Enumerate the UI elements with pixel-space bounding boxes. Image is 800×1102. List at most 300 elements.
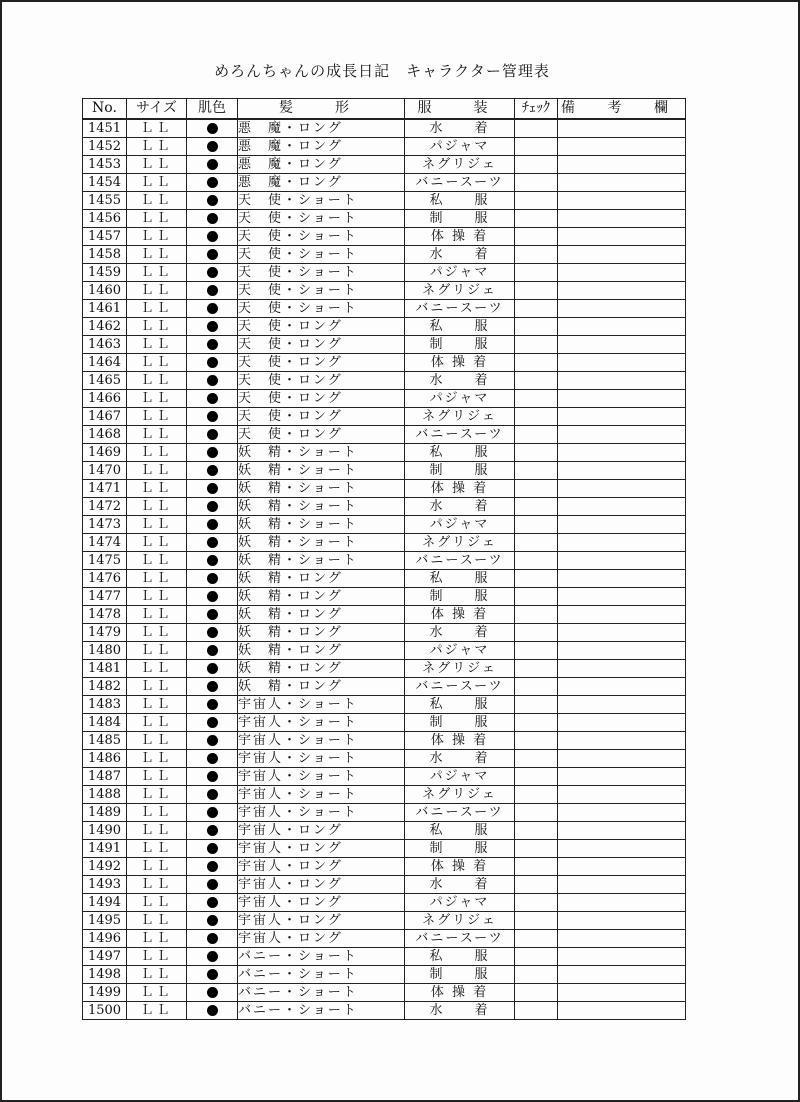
- header-skin: 肌色: [187, 99, 238, 120]
- skin-dot-icon: [207, 915, 218, 926]
- skin-dot-icon: [207, 879, 218, 890]
- size-cell: ＬＬ: [127, 678, 187, 696]
- skin-dot-icon: [207, 609, 218, 620]
- skin-dot-icon: [207, 573, 218, 584]
- no-cell: 1457: [83, 228, 127, 246]
- costume-cell: 私 服: [405, 570, 515, 588]
- check-cell: [515, 408, 558, 426]
- size-cell: ＬＬ: [127, 516, 187, 534]
- hair-cell: 妖 精・ロング: [238, 624, 405, 642]
- costume-cell: 私 服: [405, 318, 515, 336]
- skin-cell: [187, 210, 238, 228]
- no-cell: 1500: [83, 1002, 127, 1020]
- skin-dot-icon: [207, 339, 218, 350]
- skin-dot-icon: [207, 411, 218, 422]
- skin-dot-icon: [207, 699, 218, 710]
- no-cell: 1494: [83, 894, 127, 912]
- hair-cell: 宇宙人・ロング: [238, 894, 405, 912]
- skin-cell: [187, 894, 238, 912]
- no-cell: 1485: [83, 732, 127, 750]
- notes-cell: [558, 498, 686, 516]
- skin-dot-icon: [207, 159, 218, 170]
- table-header-row: [83, 99, 686, 120]
- size-cell: ＬＬ: [127, 498, 187, 516]
- size-cell: ＬＬ: [127, 714, 187, 732]
- costume-cell: バニースーツ: [405, 426, 515, 444]
- header-size: サイズ: [127, 99, 187, 120]
- check-cell: [515, 336, 558, 354]
- size-cell: ＬＬ: [127, 822, 187, 840]
- hair-cell: 宇宙人・ロング: [238, 912, 405, 930]
- costume-cell: 私 服: [405, 696, 515, 714]
- costume-cell: ネグリジェ: [405, 660, 515, 678]
- skin-dot-icon: [207, 807, 218, 818]
- skin-dot-icon: [207, 447, 218, 458]
- skin-cell: [187, 804, 238, 822]
- skin-cell: [187, 462, 238, 480]
- hair-cell: 妖 精・ロング: [238, 660, 405, 678]
- hair-cell: 妖 精・ロング: [238, 678, 405, 696]
- table-row: [83, 570, 686, 588]
- costume-cell: ネグリジェ: [405, 156, 515, 174]
- check-cell: [515, 948, 558, 966]
- skin-cell: [187, 696, 238, 714]
- no-cell: 1497: [83, 948, 127, 966]
- table-row: [83, 984, 686, 1002]
- check-cell: [515, 498, 558, 516]
- hair-cell: 宇宙人・ショート: [238, 732, 405, 750]
- skin-cell: [187, 768, 238, 786]
- table-row: [83, 138, 686, 156]
- skin-dot-icon: [207, 627, 218, 638]
- table-row: [83, 768, 686, 786]
- check-cell: [515, 372, 558, 390]
- costume-cell: バニースーツ: [405, 552, 515, 570]
- size-cell: ＬＬ: [127, 804, 187, 822]
- size-cell: ＬＬ: [127, 318, 187, 336]
- hair-cell: 天 使・ショート: [238, 228, 405, 246]
- check-cell: [515, 480, 558, 498]
- check-cell: [515, 282, 558, 300]
- notes-cell: [558, 426, 686, 444]
- notes-cell: [558, 858, 686, 876]
- size-cell: ＬＬ: [127, 372, 187, 390]
- costume-cell: 体 操 着: [405, 480, 515, 498]
- skin-dot-icon: [207, 375, 218, 386]
- skin-dot-icon: [207, 555, 218, 566]
- hair-cell: 天 使・ショート: [238, 282, 405, 300]
- character-table: [82, 98, 686, 1020]
- skin-cell: [187, 606, 238, 624]
- table-row: [83, 318, 686, 336]
- no-cell: 1460: [83, 282, 127, 300]
- check-cell: [515, 119, 558, 138]
- no-cell: 1482: [83, 678, 127, 696]
- skin-dot-icon: [207, 735, 218, 746]
- table-row: [83, 336, 686, 354]
- no-cell: 1498: [83, 966, 127, 984]
- skin-dot-icon: [207, 717, 218, 728]
- size-cell: ＬＬ: [127, 426, 187, 444]
- no-cell: 1472: [83, 498, 127, 516]
- costume-cell: 水 着: [405, 498, 515, 516]
- skin-cell: [187, 714, 238, 732]
- table-row: [83, 786, 686, 804]
- costume-cell: 制 服: [405, 462, 515, 480]
- check-cell: [515, 462, 558, 480]
- skin-cell: [187, 264, 238, 282]
- costume-cell: 水 着: [405, 246, 515, 264]
- skin-cell: [187, 498, 238, 516]
- skin-dot-icon: [207, 483, 218, 494]
- skin-cell: [187, 480, 238, 498]
- size-cell: ＬＬ: [127, 174, 187, 192]
- hair-cell: 天 使・ロング: [238, 408, 405, 426]
- table-body: [83, 119, 686, 1020]
- check-cell: [515, 300, 558, 318]
- hair-cell: 宇宙人・ショート: [238, 786, 405, 804]
- table-row: [83, 174, 686, 192]
- hair-cell: 妖 精・ショート: [238, 534, 405, 552]
- size-cell: ＬＬ: [127, 876, 187, 894]
- costume-cell: 水 着: [405, 1002, 515, 1020]
- skin-cell: [187, 300, 238, 318]
- costume-cell: バニースーツ: [405, 804, 515, 822]
- check-cell: [515, 678, 558, 696]
- no-cell: 1462: [83, 318, 127, 336]
- notes-cell: [558, 1002, 686, 1020]
- header-hair: 髪 形: [238, 99, 405, 120]
- notes-cell: [558, 930, 686, 948]
- table-row: [83, 858, 686, 876]
- hair-cell: 悪 魔・ロング: [238, 138, 405, 156]
- notes-cell: [558, 822, 686, 840]
- skin-dot-icon: [207, 123, 218, 134]
- table-row: [83, 660, 686, 678]
- size-cell: ＬＬ: [127, 966, 187, 984]
- table-row: [83, 282, 686, 300]
- table-row: [83, 516, 686, 534]
- size-cell: ＬＬ: [127, 534, 187, 552]
- table-row: [83, 408, 686, 426]
- no-cell: 1459: [83, 264, 127, 282]
- table-row: [83, 264, 686, 282]
- check-cell: [515, 174, 558, 192]
- check-cell: [515, 912, 558, 930]
- check-cell: [515, 822, 558, 840]
- costume-cell: パジャマ: [405, 390, 515, 408]
- size-cell: ＬＬ: [127, 570, 187, 588]
- table-row: [83, 678, 686, 696]
- skin-dot-icon: [207, 195, 218, 206]
- check-cell: [515, 984, 558, 1002]
- skin-dot-icon: [207, 537, 218, 548]
- size-cell: ＬＬ: [127, 606, 187, 624]
- skin-dot-icon: [207, 231, 218, 242]
- size-cell: ＬＬ: [127, 750, 187, 768]
- table-row: [83, 119, 686, 138]
- header-no: No.: [83, 99, 127, 120]
- size-cell: ＬＬ: [127, 930, 187, 948]
- notes-cell: [558, 156, 686, 174]
- no-cell: 1480: [83, 642, 127, 660]
- check-cell: [515, 534, 558, 552]
- costume-cell: 制 服: [405, 210, 515, 228]
- hair-cell: バニー・ショート: [238, 984, 405, 1002]
- check-cell: [515, 732, 558, 750]
- notes-cell: [558, 552, 686, 570]
- size-cell: ＬＬ: [127, 840, 187, 858]
- hair-cell: 宇宙人・ロング: [238, 876, 405, 894]
- notes-cell: [558, 119, 686, 138]
- notes-cell: [558, 372, 686, 390]
- no-cell: 1476: [83, 570, 127, 588]
- check-cell: [515, 660, 558, 678]
- skin-dot-icon: [207, 357, 218, 368]
- skin-cell: [187, 119, 238, 138]
- check-cell: [515, 228, 558, 246]
- no-cell: 1491: [83, 840, 127, 858]
- size-cell: ＬＬ: [127, 894, 187, 912]
- size-cell: ＬＬ: [127, 696, 187, 714]
- skin-cell: [187, 858, 238, 876]
- notes-cell: [558, 912, 686, 930]
- skin-cell: [187, 192, 238, 210]
- header-check: ﾁｪｯｸ: [515, 99, 558, 120]
- costume-cell: パジャマ: [405, 894, 515, 912]
- table-row: [83, 462, 686, 480]
- table-row: [83, 822, 686, 840]
- skin-cell: [187, 174, 238, 192]
- notes-cell: [558, 390, 686, 408]
- skin-cell: [187, 930, 238, 948]
- size-cell: ＬＬ: [127, 354, 187, 372]
- notes-cell: [558, 354, 686, 372]
- costume-cell: 制 服: [405, 966, 515, 984]
- table-row: [83, 696, 686, 714]
- costume-cell: バニースーツ: [405, 174, 515, 192]
- skin-cell: [187, 516, 238, 534]
- skin-dot-icon: [207, 825, 218, 836]
- check-cell: [515, 768, 558, 786]
- size-cell: ＬＬ: [127, 192, 187, 210]
- size-cell: ＬＬ: [127, 156, 187, 174]
- no-cell: 1496: [83, 930, 127, 948]
- table-row: [83, 804, 686, 822]
- notes-cell: [558, 138, 686, 156]
- hair-cell: 妖 精・ロング: [238, 588, 405, 606]
- costume-cell: 水 着: [405, 119, 515, 138]
- notes-cell: [558, 642, 686, 660]
- table-row: [83, 714, 686, 732]
- no-cell: 1465: [83, 372, 127, 390]
- notes-cell: [558, 768, 686, 786]
- skin-dot-icon: [207, 393, 218, 404]
- costume-cell: 体 操 着: [405, 858, 515, 876]
- notes-cell: [558, 588, 686, 606]
- check-cell: [515, 318, 558, 336]
- check-cell: [515, 156, 558, 174]
- skin-dot-icon: [207, 465, 218, 476]
- no-cell: 1464: [83, 354, 127, 372]
- no-cell: 1477: [83, 588, 127, 606]
- costume-cell: パジャマ: [405, 264, 515, 282]
- no-cell: 1473: [83, 516, 127, 534]
- check-cell: [515, 1002, 558, 1020]
- costume-cell: 体 操 着: [405, 228, 515, 246]
- hair-cell: 天 使・ショート: [238, 300, 405, 318]
- costume-cell: パジャマ: [405, 138, 515, 156]
- costume-cell: バニースーツ: [405, 300, 515, 318]
- no-cell: 1474: [83, 534, 127, 552]
- table-row: [83, 552, 686, 570]
- costume-cell: ネグリジェ: [405, 534, 515, 552]
- hair-cell: 宇宙人・ロング: [238, 858, 405, 876]
- skin-dot-icon: [207, 285, 218, 296]
- skin-dot-icon: [207, 501, 218, 512]
- check-cell: [515, 804, 558, 822]
- check-cell: [515, 966, 558, 984]
- costume-cell: 水 着: [405, 876, 515, 894]
- check-cell: [515, 930, 558, 948]
- size-cell: ＬＬ: [127, 768, 187, 786]
- notes-cell: [558, 840, 686, 858]
- hair-cell: 宇宙人・ショート: [238, 768, 405, 786]
- hair-cell: 天 使・ショート: [238, 192, 405, 210]
- check-cell: [515, 696, 558, 714]
- hair-cell: 天 使・ロング: [238, 372, 405, 390]
- skin-cell: [187, 786, 238, 804]
- skin-cell: [187, 390, 238, 408]
- skin-cell: [187, 624, 238, 642]
- skin-cell: [187, 228, 238, 246]
- check-cell: [515, 210, 558, 228]
- skin-dot-icon: [207, 1005, 218, 1016]
- size-cell: ＬＬ: [127, 282, 187, 300]
- no-cell: 1458: [83, 246, 127, 264]
- notes-cell: [558, 966, 686, 984]
- skin-cell: [187, 282, 238, 300]
- notes-cell: [558, 606, 686, 624]
- size-cell: ＬＬ: [127, 390, 187, 408]
- notes-cell: [558, 246, 686, 264]
- skin-dot-icon: [207, 429, 218, 440]
- hair-cell: 宇宙人・ロング: [238, 840, 405, 858]
- skin-dot-icon: [207, 645, 218, 656]
- no-cell: 1452: [83, 138, 127, 156]
- notes-cell: [558, 876, 686, 894]
- table-row: [83, 876, 686, 894]
- notes-cell: [558, 948, 686, 966]
- skin-dot-icon: [207, 951, 218, 962]
- notes-cell: [558, 264, 686, 282]
- check-cell: [515, 354, 558, 372]
- skin-cell: [187, 948, 238, 966]
- notes-cell: [558, 534, 686, 552]
- notes-cell: [558, 894, 686, 912]
- check-cell: [515, 138, 558, 156]
- size-cell: ＬＬ: [127, 948, 187, 966]
- size-cell: ＬＬ: [127, 552, 187, 570]
- costume-cell: バニースーツ: [405, 678, 515, 696]
- size-cell: ＬＬ: [127, 228, 187, 246]
- hair-cell: バニー・ショート: [238, 1002, 405, 1020]
- check-cell: [515, 894, 558, 912]
- hair-cell: 妖 精・ショート: [238, 480, 405, 498]
- costume-cell: 体 操 着: [405, 732, 515, 750]
- table-row: [83, 480, 686, 498]
- no-cell: 1490: [83, 822, 127, 840]
- hair-cell: 天 使・ショート: [238, 246, 405, 264]
- no-cell: 1451: [83, 119, 127, 138]
- table-row: [83, 372, 686, 390]
- check-cell: [515, 642, 558, 660]
- hair-cell: 悪 魔・ロング: [238, 119, 405, 138]
- no-cell: 1484: [83, 714, 127, 732]
- costume-cell: 水 着: [405, 372, 515, 390]
- notes-cell: [558, 570, 686, 588]
- hair-cell: 宇宙人・ロング: [238, 822, 405, 840]
- notes-cell: [558, 300, 686, 318]
- costume-cell: 私 服: [405, 192, 515, 210]
- skin-dot-icon: [207, 771, 218, 782]
- hair-cell: 宇宙人・ショート: [238, 804, 405, 822]
- skin-cell: [187, 660, 238, 678]
- size-cell: ＬＬ: [127, 786, 187, 804]
- check-cell: [515, 588, 558, 606]
- skin-dot-icon: [207, 933, 218, 944]
- table-row: [83, 444, 686, 462]
- table-row: [83, 948, 686, 966]
- skin-cell: [187, 138, 238, 156]
- costume-cell: ネグリジェ: [405, 408, 515, 426]
- skin-cell: [187, 588, 238, 606]
- skin-cell: [187, 354, 238, 372]
- no-cell: 1453: [83, 156, 127, 174]
- no-cell: 1467: [83, 408, 127, 426]
- skin-cell: [187, 642, 238, 660]
- size-cell: ＬＬ: [127, 210, 187, 228]
- notes-cell: [558, 210, 686, 228]
- table-row: [83, 840, 686, 858]
- size-cell: ＬＬ: [127, 138, 187, 156]
- skin-dot-icon: [207, 141, 218, 152]
- check-cell: [515, 426, 558, 444]
- header-costume: 服 装: [405, 99, 515, 120]
- no-cell: 1481: [83, 660, 127, 678]
- table-row: [83, 624, 686, 642]
- notes-cell: [558, 714, 686, 732]
- no-cell: 1479: [83, 624, 127, 642]
- skin-dot-icon: [207, 321, 218, 332]
- skin-cell: [187, 1002, 238, 1020]
- notes-cell: [558, 750, 686, 768]
- table-row: [83, 156, 686, 174]
- costume-cell: 私 服: [405, 822, 515, 840]
- hair-cell: 妖 精・ショート: [238, 462, 405, 480]
- no-cell: 1456: [83, 210, 127, 228]
- skin-cell: [187, 426, 238, 444]
- table-row: [83, 390, 686, 408]
- notes-cell: [558, 516, 686, 534]
- skin-cell: [187, 336, 238, 354]
- check-cell: [515, 516, 558, 534]
- size-cell: ＬＬ: [127, 119, 187, 138]
- size-cell: ＬＬ: [127, 246, 187, 264]
- skin-dot-icon: [207, 663, 218, 674]
- size-cell: ＬＬ: [127, 624, 187, 642]
- costume-cell: 制 服: [405, 714, 515, 732]
